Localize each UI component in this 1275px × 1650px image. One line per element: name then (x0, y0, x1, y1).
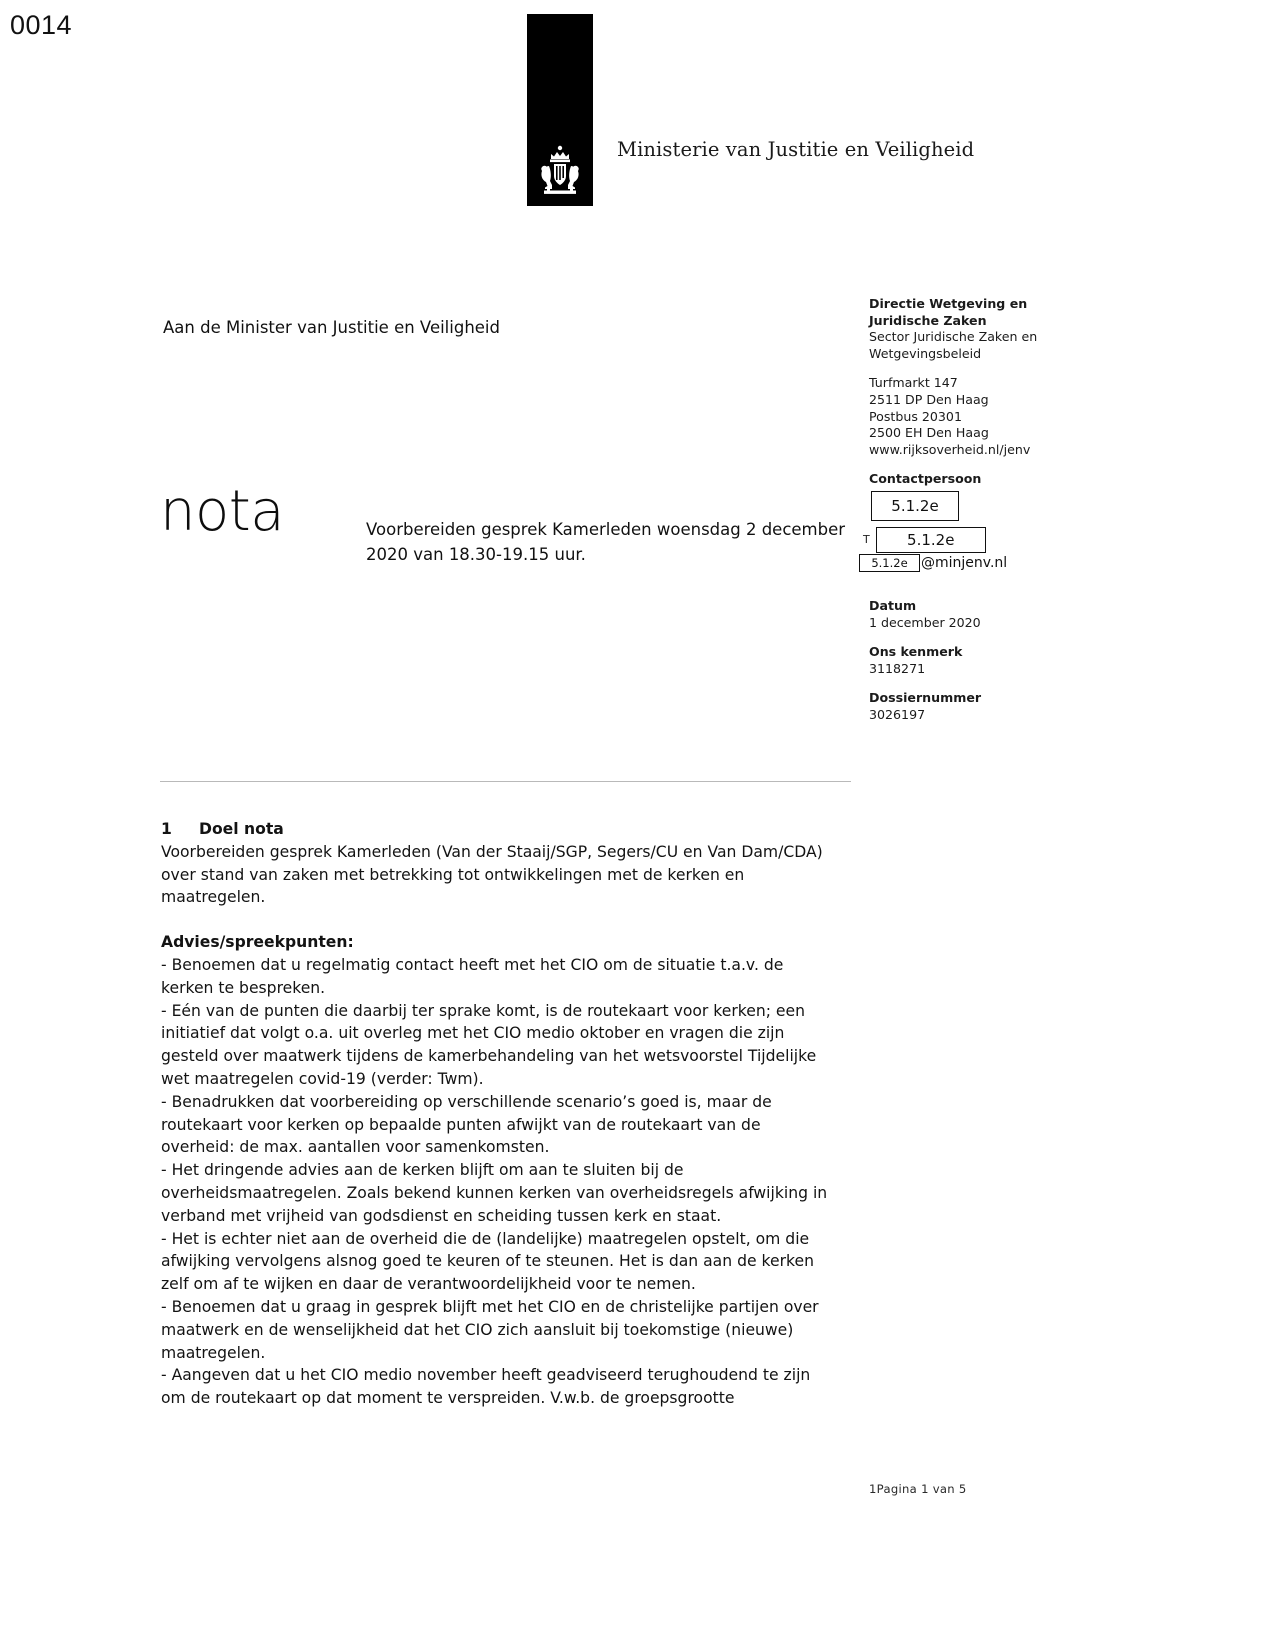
document-body (161, 818, 837, 1410)
advies-bullet: - Benadrukken dat voorbereiding op verschillende scenario’s goed is, maar de routekaart voor kerken op bepaalde punten afwijkt van de routekaart van de overheid: de max. aantallen voor samenkomsten. (161, 1092, 772, 1157)
address-block (869, 375, 1099, 458)
dutch-government-coat-of-arms-icon (527, 139, 593, 203)
section-1-number: 1 (161, 820, 172, 838)
document-subject: Voorbereiden gesprek Kamerleden woensdag 2 december 2020 van 18.30-19.15 uur. (366, 520, 846, 564)
ministry-name: Ministerie van Justitie en Veiligheid (617, 138, 975, 161)
phone-prefix-label: T (863, 532, 870, 546)
advies-bullet: - Aangeven dat u het CIO medio november heeft geadviseerd terughoudend te zijn om de routekaart op dat moment te verspreiden. V.w.b. de groepsgrootte (161, 1366, 811, 1408)
section-1-text: Voorbereiden gesprek Kamerleden (Van der Staaij/SGP, Segers/CU en Van Dam/CDA) over stand van zaken met betrekking tot ontwikkelingen met de kerken en maatregelen. (161, 842, 823, 907)
address-postbus-postcode-city: 2500 EH Den Haag (869, 425, 989, 441)
sector-line-2: Wetgevingsbeleid (869, 345, 982, 361)
scan-page-stamp: 0014 (10, 10, 73, 40)
advies-bullet: - Benoemen dat u regelmatig contact heeft met het CIO om de situatie t.a.v. de kerken te bespreken. (161, 955, 784, 997)
advies-bullet: - Het is echter niet aan de overheid die de (landelijke) maatregelen opstelt, om die afwijking vervolgens alsnog goed te keuren of te steunen. Het is dan aan de kerken zelf om af te wijken en daar de verantwoordelijkheid voor te nemen. (161, 1229, 814, 1294)
contact-email-row (859, 554, 1099, 572)
contactpersoon-label: Contactpersoon (869, 471, 982, 487)
metadata-sidebar (863, 296, 1099, 737)
dossiernummer-value: 3026197 (869, 706, 926, 722)
contact-email-domain: @minjenv.nl (921, 554, 1008, 571)
directorate-line-2: Juridische Zaken (869, 312, 987, 328)
datum-value: 1 december 2020 (869, 614, 981, 630)
document-type-title: nota (160, 479, 285, 544)
sector-line-1: Sector Juridische Zaken en (869, 329, 1038, 345)
page-footer: 1Pagina 1 van 5 (869, 1482, 967, 1496)
contact-block (863, 471, 1099, 572)
ministry-logo-bar (527, 14, 593, 206)
contact-phone-redaction: 5.1.2e (876, 527, 986, 553)
contact-phone-row (863, 527, 1099, 553)
ons-kenmerk-value: 3118271 (869, 660, 926, 676)
address-street: Turfmarkt 147 (869, 375, 958, 391)
body-spacer (161, 909, 837, 931)
contact-name-redaction: 5.1.2e (871, 491, 959, 521)
ons-kenmerk-label: Ons kenmerk (869, 644, 963, 660)
reference-block (869, 644, 1099, 677)
addressee-line: Aan de Minister van Justitie en Veiligheid (163, 318, 500, 337)
advies-bullet: - Het dringende advies aan de kerken blijft om aan te sluiten bij de overheidsmaatregelen. Zoals bekend kunnen kerken van overheidsregels afwijking in verband met vrijheid van godsdienst en scheiding tussen kerk en staat. (161, 1161, 828, 1225)
section-1-title: Doel nota (199, 820, 284, 838)
address-postbus: Postbus 20301 (869, 408, 962, 424)
advies-bullet: - Benoemen dat u graag in gesprek blijft met het CIO en de christelijke partijen over maatwerk en de wenselijkheid dat het CIO zich aansluit bij toekomstige (nieuwe) maatregelen. (161, 1297, 819, 1362)
section-1-heading (161, 818, 837, 841)
directorate-block (869, 296, 1099, 362)
address-postcode-city: 2511 DP Den Haag (869, 391, 989, 407)
advies-heading: Advies/spreekpunten: (161, 933, 354, 952)
website-url: www.rijksoverheid.nl/jenv (869, 441, 1031, 457)
contact-email-redaction: 5.1.2e (859, 554, 920, 572)
header-divider (160, 781, 851, 782)
datum-label: Datum (869, 597, 917, 613)
date-block (869, 598, 1099, 631)
directorate-line-1: Directie Wetgeving en (869, 296, 1028, 311)
dossier-block (869, 690, 1099, 723)
dossiernummer-label: Dossiernummer (869, 690, 982, 706)
advies-bullet: - Eén van de punten die daarbij ter sprake komt, is de routekaart voor kerken; een initiatief dat volgt o.a. uit overleg met het CIO medio oktober en vragen die zijn gesteld over maatwerk tijdens de kamerbehandeling van het wetsvoorstel Tijdelijke wet maatregelen covid-19 (verder: Twm). (161, 1001, 817, 1088)
